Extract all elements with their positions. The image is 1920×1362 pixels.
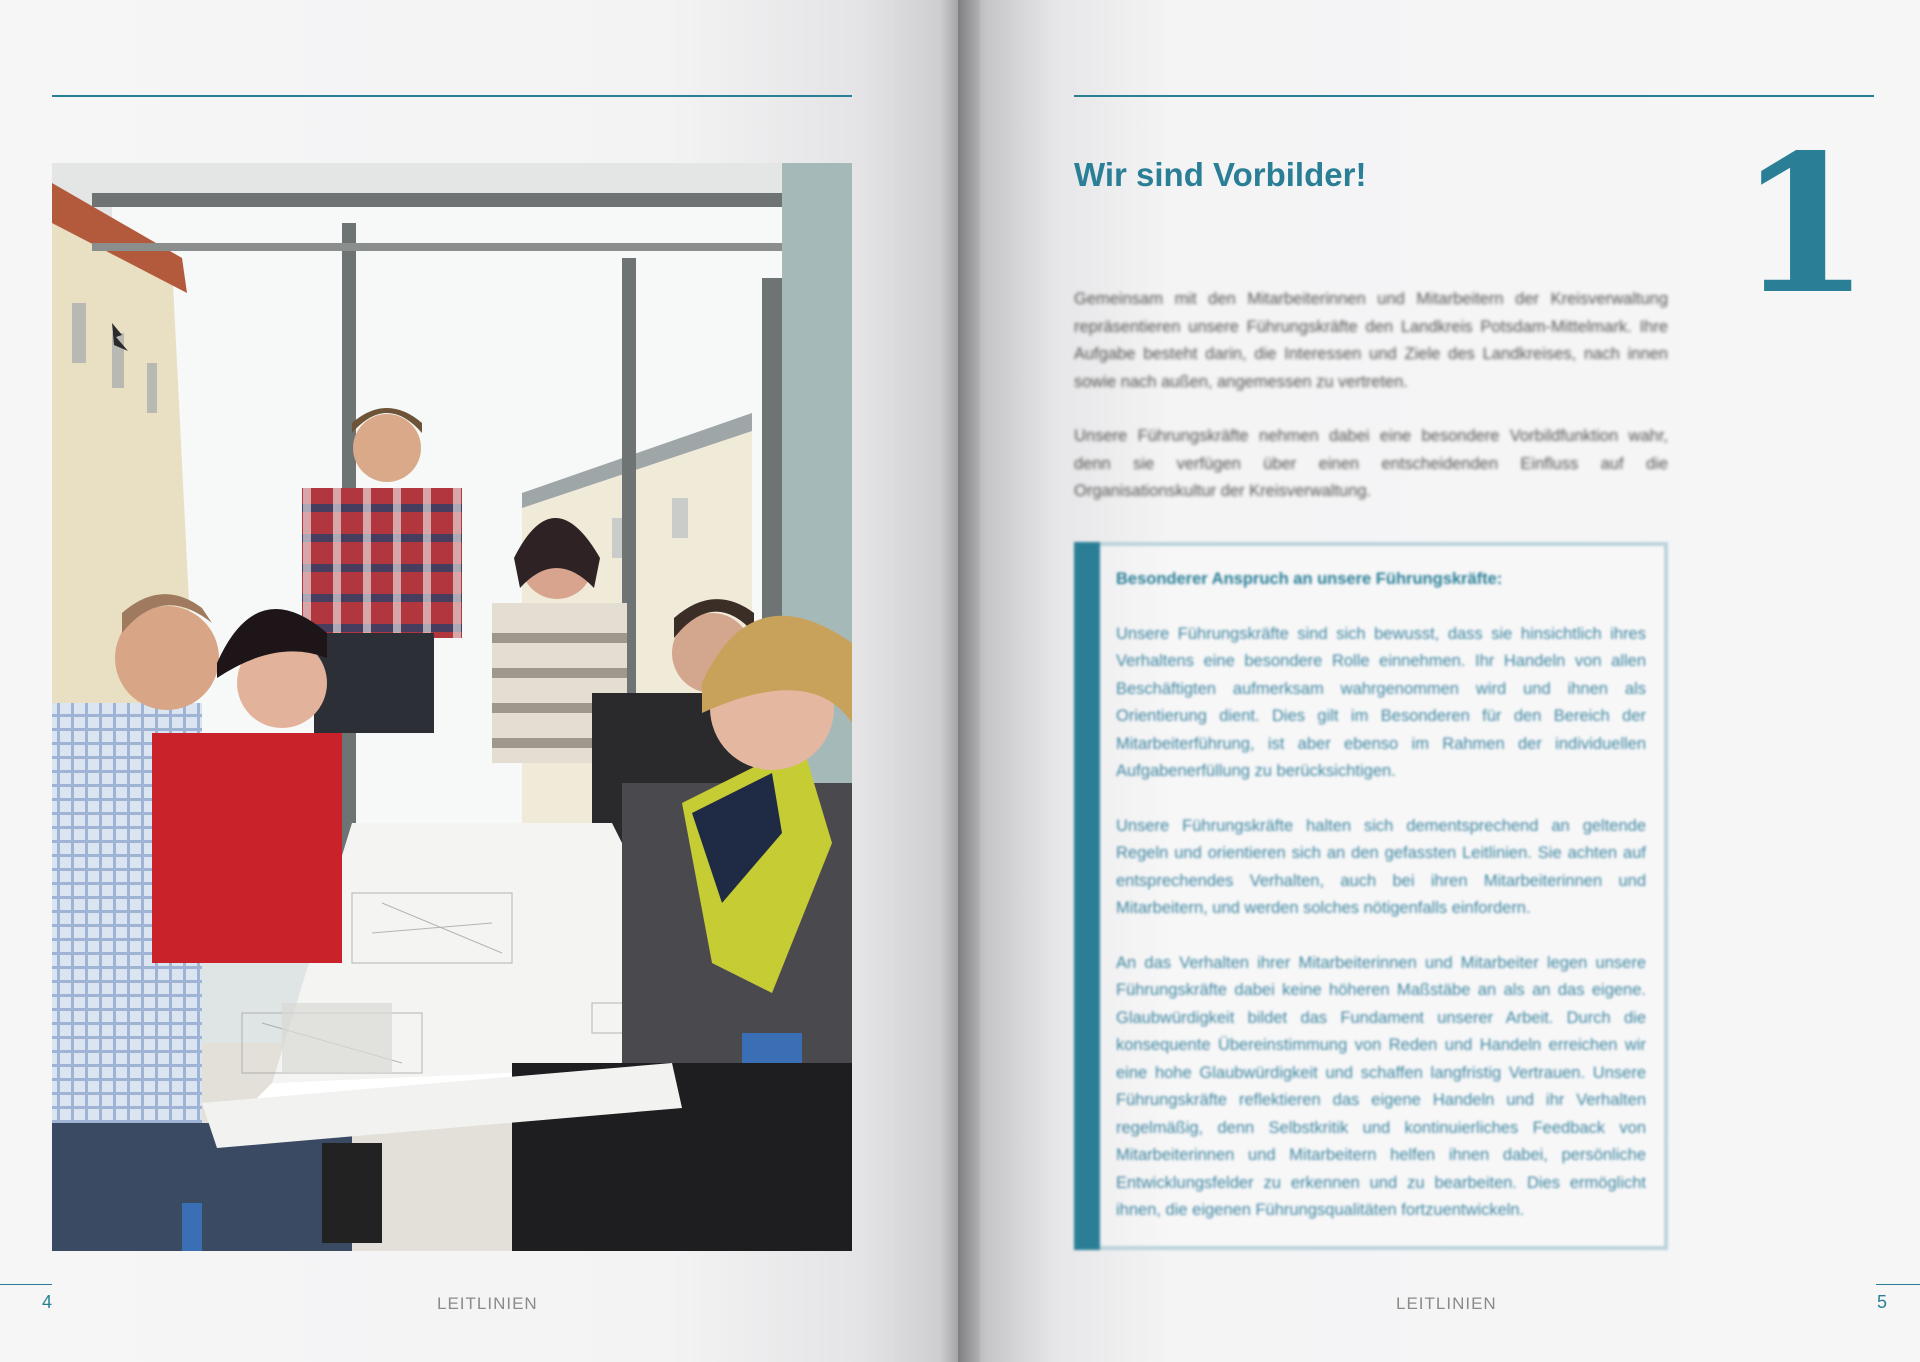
top-rule (1074, 95, 1874, 97)
box-paragraph: Unsere Führungskräfte sind sich bewusst, dass sie hinsichtlich ihres Verhaltens eine besondere Rolle einnehmen. Ihr Handeln von allen Beschäftigten aufmerksam wahrgenommen wird und ihnen als Orientierung dient. Dies gilt im Besonderen für den Bereich der Mitarbeiterführung, ist aber ebenso im Rahmen der individuellen Aufgabenerfüllung zu berücksichtigen. (1116, 624, 1646, 780)
intro-paragraph: Unsere Führungskräfte nehmen dabei eine besondere Vorbildfunktion wahr, denn sie verfügen über einen entscheidenden Einfluss auf die Organisationskultur der Kreisverwaltung. (1074, 427, 1668, 500)
chapter-number: 1 (1738, 113, 1871, 336)
top-rule (52, 95, 852, 97)
intro-paragraph: Gemeinsam mit den Mitarbeiterinnen und Mitarbeitern der Kreisverwaltung repräsentieren unsere Führungskräfte den Landkreis Potsdam-Mittelmark. Ihre Aufgabe besteht darin, die Interessen und Ziele des Landkreises, nach innen sowie nach außen, angemessen zu vertreten. (1074, 290, 1668, 391)
team-photo (52, 163, 852, 1251)
highlight-box (1074, 542, 1668, 1250)
footer-rule (1876, 1284, 1920, 1285)
running-head: LEITLINIEN (1396, 1294, 1497, 1313)
page-number: 5 (1877, 1292, 1888, 1312)
box-paragraph: An das Verhalten ihrer Mitarbeiterinnen und Mitarbeiter legen unsere Führungskräfte dabei keine höheren Maßstäbe an als an das eigene. Glaubwürdigkeit bildet das Fundament unserer Arbeit. Durch die konsequente Übereinstimmung von Reden und Handeln erreichen wir eine hohe Glaubwürdigkeit und schaffen langfristig Vertrauen. Unsere Führungskräfte reflektieren das eigene Handeln und ihr Verhalten regelmäßig, denn Selbstkritik und kontinuierliches Feedback von Mitarbeiterinnen und Mitarbeitern helfen ihnen dabei, persönliche Entwicklungsfelder zu erkennen und zu bearbeiten. Dies ermöglicht ihnen, die eigenen Führungsqualitäten fortzuentwickeln. (1116, 953, 1646, 1219)
box-paragraph: Unsere Führungskräfte halten sich dementsprechend an geltende Regeln und orientieren sich an den gefassten Leitlinien. Sie achten auf entsprechendes Verhalten, auch bei ihren Mitarbeiterinnen und Mitarbeitern, und werden solches nötigenfalls einfordern. (1116, 816, 1646, 917)
left-page (0, 0, 958, 1362)
box-content (1116, 566, 1646, 1252)
right-page (958, 0, 1920, 1362)
running-head: LEITLINIEN (437, 1294, 538, 1313)
box-heading: Besonderer Anspruch an unsere Führungskräfte: (1116, 570, 1503, 588)
page-number: 4 (42, 1292, 53, 1312)
footer-rule (0, 1284, 52, 1285)
gutter-shadow (940, 0, 980, 1362)
box-accent-bar (1074, 542, 1100, 1250)
intro-text (1074, 286, 1668, 533)
page-title: Wir sind Vorbilder! (1074, 156, 1367, 193)
